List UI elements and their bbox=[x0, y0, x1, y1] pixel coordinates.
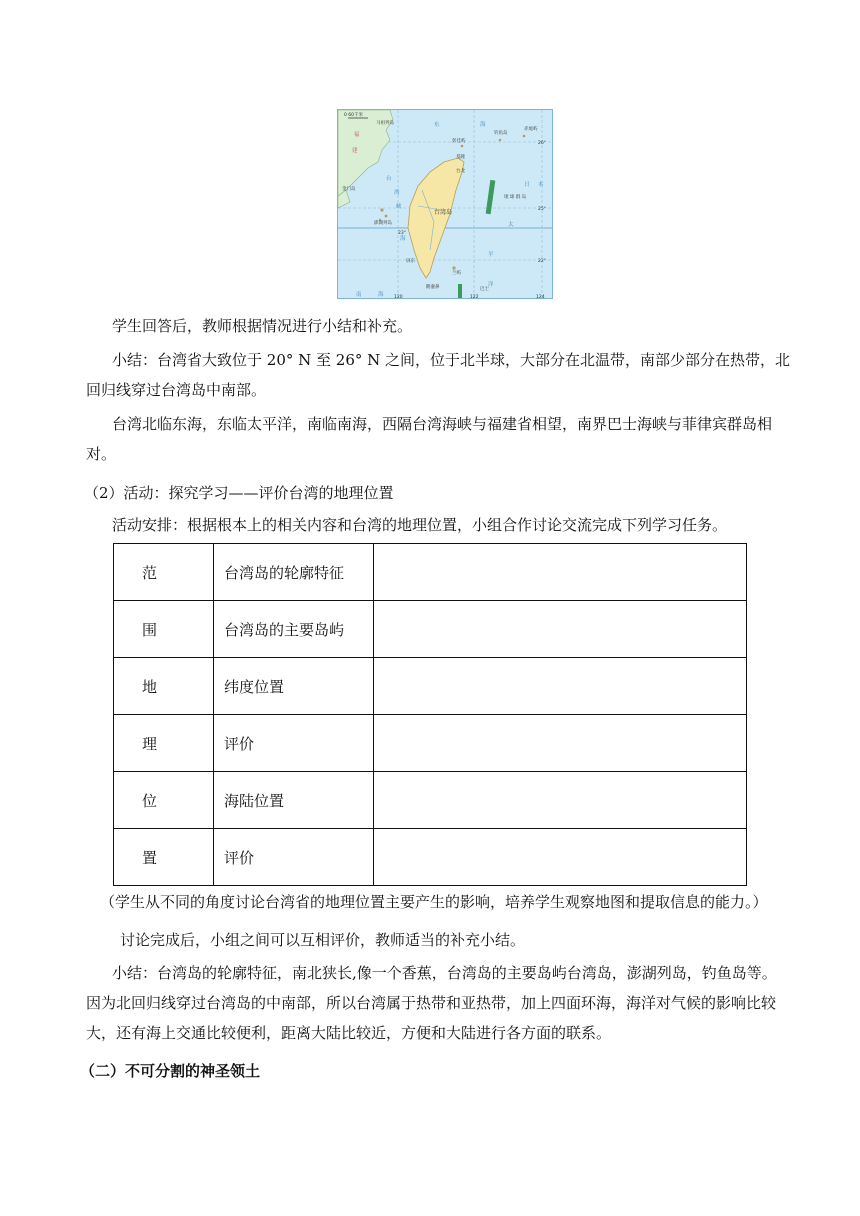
table-cell-item: 台湾岛的轮廓特征 bbox=[214, 544, 374, 601]
paragraph-final-summary-3: 大，还有海上交通比较便利，距离大陆比较近，方便和大陆进行各方面的联系。 bbox=[86, 1024, 612, 1042]
table-cell-category: 范 bbox=[114, 544, 214, 601]
taiwan-map-graphic bbox=[338, 110, 553, 299]
map-label-ryukyu-1: 日 bbox=[524, 182, 530, 188]
map-label-chiwei: 赤尾屿 bbox=[524, 127, 538, 132]
table-cell-category: 置 bbox=[114, 829, 214, 886]
table-cell-item: 海陆位置 bbox=[214, 772, 374, 829]
table-cell-item: 台湾岛的主要岛屿 bbox=[214, 601, 374, 658]
paragraph-teacher-summary-intro: 学生回答后，教师根据情况进行小结和补充。 bbox=[112, 317, 413, 335]
map-label-fujian-2: 建 bbox=[352, 148, 358, 154]
map-label-keelung: 基隆 bbox=[456, 155, 465, 160]
map-label-diaoyu: 钓鱼岛 bbox=[494, 131, 508, 136]
table-row bbox=[114, 658, 747, 715]
map-label-tai: 台 bbox=[386, 176, 392, 182]
map-label-bashi: 巴士 bbox=[480, 287, 489, 292]
table-cell-answer[interactable] bbox=[374, 829, 747, 886]
table-cell-item: 纬度位置 bbox=[214, 658, 374, 715]
map-scale-label: 0 60千米 bbox=[344, 113, 364, 118]
paragraph-peer-evaluation: 讨论完成后，小组之间可以互相评价，教师适当的补充小结。 bbox=[120, 931, 526, 949]
table-cell-category: 位 bbox=[114, 772, 214, 829]
map-label-ryukyu-2: 本 bbox=[538, 182, 544, 188]
table-cell-category: 理 bbox=[114, 715, 214, 772]
map-label-lanyu: 兰屿 bbox=[452, 271, 461, 276]
map-label-fujian-1: 福 bbox=[354, 132, 360, 138]
map-label-wan: 湾 bbox=[394, 190, 400, 196]
map-label-south-sea-2: 海 bbox=[378, 292, 384, 298]
taiwan-map bbox=[337, 109, 553, 299]
map-label-lon124: 124 bbox=[536, 295, 545, 299]
table-cell-category: 地 bbox=[114, 658, 214, 715]
map-label-pacific-3: 洋 bbox=[488, 282, 494, 288]
paragraph-summary-latitude-1: 小结：台湾省大致位于 20° N 至 26° N 之间，位于北半球，大部分在北温带，南部少部分在热带，北 bbox=[112, 351, 791, 369]
map-label-strait-2: 海 bbox=[400, 236, 406, 242]
table-cell-answer[interactable] bbox=[374, 715, 747, 772]
map-label-east-sea-2: 海 bbox=[480, 122, 486, 128]
map-label-lat26: 26° bbox=[538, 141, 546, 146]
table-cell-category: 围 bbox=[114, 601, 214, 658]
paragraph-student-discussion-note: （学生从不同的角度讨论台湾省的地理位置主要产生的影响，培养学生观察地图和提取信息的能力。） bbox=[100, 893, 768, 911]
table-cell-answer[interactable] bbox=[374, 544, 747, 601]
map-label-lat22: 22° bbox=[538, 259, 546, 264]
paragraph-final-summary-1: 小结：台湾岛的轮廓特征，南北狭长,像一个香蕉，台湾岛的主要岛屿台湾岛，澎湖列岛，钓鱼岛等。 bbox=[112, 964, 777, 982]
table-cell-answer[interactable] bbox=[374, 601, 747, 658]
map-label-pacific-2: 平 bbox=[488, 252, 494, 258]
task-table bbox=[113, 543, 747, 886]
map-label-yonaguni: 琉 球 群 岛 bbox=[504, 195, 527, 200]
table-row bbox=[114, 715, 747, 772]
map-label-strait-1: 峡 bbox=[396, 204, 402, 210]
table-cell-item: 评价 bbox=[214, 829, 374, 886]
map-label-mazu: 马祖列岛 bbox=[376, 121, 394, 126]
section-heading-territory: （二）不可分割的神圣领土 bbox=[80, 1062, 261, 1080]
table-row bbox=[114, 601, 747, 658]
map-label-taiwan-island: 台湾岛 bbox=[434, 209, 453, 216]
table-row bbox=[114, 829, 747, 886]
map-label-taibei: 台北 bbox=[456, 169, 465, 174]
map-label-pacific-1: 太 bbox=[508, 222, 514, 228]
paragraph-sea-land-2: 对。 bbox=[86, 445, 117, 463]
table-row bbox=[114, 544, 747, 601]
map-label-eluanbi: 鹅銮鼻 bbox=[426, 285, 440, 290]
map-label-east-sea-1: 东 bbox=[434, 122, 440, 128]
map-label-lon120: 120 bbox=[394, 295, 403, 299]
map-label-lon122: 122 bbox=[470, 295, 479, 299]
paragraph-sea-land-1: 台湾北临东海，东临太平洋，南临南海，西隔台湾海峡与福建省相望，南界巴士海峡与菲律宾群岛相 bbox=[112, 415, 773, 433]
map-label-penghu: 澎湖列岛 bbox=[374, 221, 392, 226]
map-label-lat25: 25° bbox=[538, 207, 546, 212]
paragraph-activity-arrangement: 活动安排：根据根本上的相关内容和台湾的地理位置，小组合作讨论交流完成下列学习任务。 bbox=[112, 516, 728, 534]
table-cell-answer[interactable] bbox=[374, 772, 747, 829]
map-label-pingtung: 屏东 bbox=[406, 259, 415, 264]
table-cell-item: 评价 bbox=[214, 715, 374, 772]
table-row bbox=[114, 772, 747, 829]
paragraph-final-summary-2: 因为北回归线穿过台湾岛的中南部，所以台湾属于热带和亚热带，加上四面环海，海洋对气候的影响比较 bbox=[86, 994, 777, 1012]
map-label-south-sea-1: 南 bbox=[356, 292, 362, 298]
map-label-lat23: 23° bbox=[398, 231, 406, 236]
paragraph-summary-latitude-2: 回归线穿过台湾岛中南部。 bbox=[86, 381, 267, 399]
table-cell-answer[interactable] bbox=[374, 658, 747, 715]
paragraph-activity-heading: （2）活动：探究学习——评价台湾的地理位置 bbox=[84, 484, 394, 502]
map-label-pengjia: 彭佳屿 bbox=[452, 139, 466, 144]
map-label-jinmen: 金门岛 bbox=[342, 187, 356, 192]
